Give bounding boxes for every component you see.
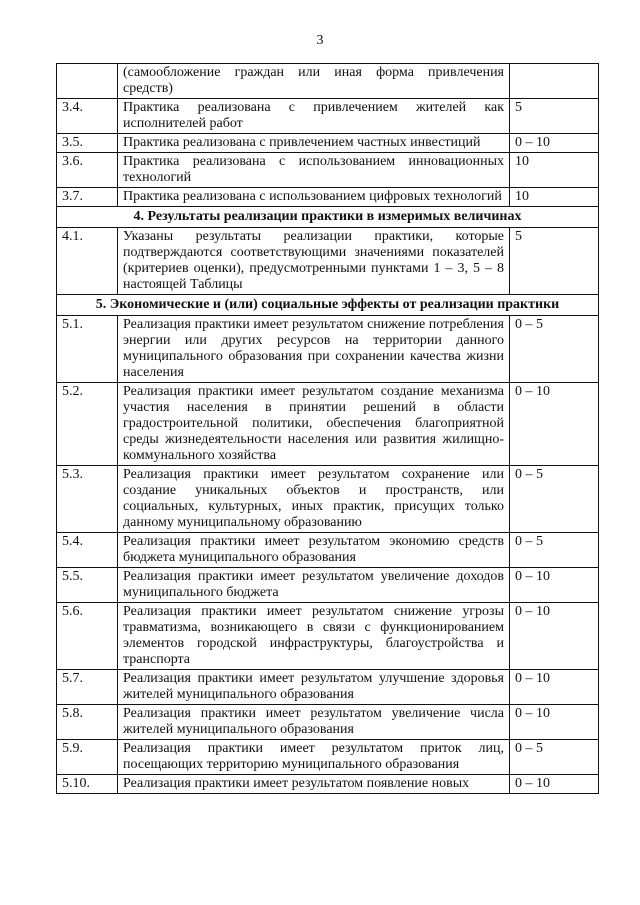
criterion-description: Реализация практики имеет результатом улучшение здоровья жителей муниципального образования — [118, 670, 510, 705]
criterion-description: Реализация практики имеет результатом экономию средств бюджета муниципального образования — [118, 533, 510, 568]
criteria-table-body — [57, 64, 599, 794]
criterion-description: (самообложение граждан или иная форма привлечения средств) — [118, 64, 510, 99]
criterion-score: 0 – 5 — [510, 533, 599, 568]
criterion-score: 5 — [510, 99, 599, 134]
criterion-description: Реализация практики имеет результатом увеличение доходов муниципального бюджета — [118, 568, 510, 603]
criterion-score: 0 – 10 — [510, 568, 599, 603]
criterion-score: 10 — [510, 188, 599, 207]
criterion-number: 5.8. — [57, 705, 118, 740]
table-row — [57, 533, 599, 568]
table-row — [57, 466, 599, 533]
criterion-number: 5.10. — [57, 775, 118, 794]
criterion-number: 4.1. — [57, 228, 118, 295]
criterion-description: Реализация практики имеет результатом приток лиц, посещающих территорию муниципального образования — [118, 740, 510, 775]
criterion-description: Реализация практики имеет результатом создание механизма участия населения в принятии решений в области градостроительной политики, обеспечения благоприятной среды жизнедеятельности населения или развития жилищно-коммунального хозяйства — [118, 383, 510, 466]
section-header-row — [57, 295, 599, 316]
criterion-description: Практика реализована с привлечением частных инвестиций — [118, 134, 510, 153]
criterion-number: 3.6. — [57, 153, 118, 188]
criterion-description: Реализация практики имеет результатом появление новых — [118, 775, 510, 794]
criterion-score: 5 — [510, 228, 599, 295]
table-row — [57, 99, 599, 134]
table-row — [57, 316, 599, 383]
criterion-description: Указаны результаты реализации практики, которые подтверждаются соответствующими значениями показателей (критериев оценки), предусмотренными пунктами 1 – 3, 5 – 8 настоящей Таблицы — [118, 228, 510, 295]
criterion-description: Реализация практики имеет результатом увеличение числа жителей муниципального образования — [118, 705, 510, 740]
criterion-number: 3.4. — [57, 99, 118, 134]
criterion-number: 5.7. — [57, 670, 118, 705]
criterion-number: 3.7. — [57, 188, 118, 207]
criterion-number: 5.4. — [57, 533, 118, 568]
table-row — [57, 775, 599, 794]
criterion-description: Практика реализована с использованием инновационных технологий — [118, 153, 510, 188]
criterion-score — [510, 64, 599, 99]
page-number: 3 — [316, 33, 324, 48]
criterion-score: 0 – 5 — [510, 740, 599, 775]
criterion-description: Реализация практики имеет результатом сохранение или создание уникальных объектов и пространств, или социальных, культурных, иных практик, присущих только данному муниципальному образованию — [118, 466, 510, 533]
table-row — [57, 603, 599, 670]
section-title: 4. Результаты реализации практики в измеримых величинах — [57, 207, 599, 228]
criteria-table — [56, 63, 599, 794]
criterion-number: 5.6. — [57, 603, 118, 670]
criterion-score: 0 – 10 — [510, 134, 599, 153]
criterion-number: 5.9. — [57, 740, 118, 775]
table-row — [57, 705, 599, 740]
criterion-score: 0 – 10 — [510, 670, 599, 705]
criterion-description: Реализация практики имеет результатом снижение угрозы травматизма, возникающего в связи с функционированием элементов городской инфраструктуры, благоустройства и транспорта — [118, 603, 510, 670]
criterion-number: 5.1. — [57, 316, 118, 383]
table-row — [57, 383, 599, 466]
criterion-number — [57, 64, 118, 99]
section-header-row — [57, 207, 599, 228]
criterion-score: 0 – 10 — [510, 775, 599, 794]
table-row — [57, 134, 599, 153]
section-title: 5. Экономические и (или) социальные эффекты от реализации практики — [57, 295, 599, 316]
criterion-score: 0 – 10 — [510, 705, 599, 740]
table-row — [57, 188, 599, 207]
table-row — [57, 228, 599, 295]
criterion-number: 5.2. — [57, 383, 118, 466]
criterion-number: 5.5. — [57, 568, 118, 603]
table-row — [57, 153, 599, 188]
criterion-score: 0 – 5 — [510, 466, 599, 533]
table-row — [57, 740, 599, 775]
table-row — [57, 670, 599, 705]
criterion-description: Практика реализована с привлечением жителей как исполнителей работ — [118, 99, 510, 134]
criterion-number: 3.5. — [57, 134, 118, 153]
table-row — [57, 568, 599, 603]
criterion-description: Практика реализована с использованием цифровых технологий — [118, 188, 510, 207]
criterion-number: 5.3. — [57, 466, 118, 533]
criterion-score: 0 – 5 — [510, 316, 599, 383]
criterion-score: 0 – 10 — [510, 383, 599, 466]
criterion-score: 0 – 10 — [510, 603, 599, 670]
criterion-score: 10 — [510, 153, 599, 188]
criterion-description: Реализация практики имеет результатом снижение потребления энергии или других ресурсов на территории данного муниципального образования при сохранении качества жизни населения — [118, 316, 510, 383]
table-row — [57, 64, 599, 99]
